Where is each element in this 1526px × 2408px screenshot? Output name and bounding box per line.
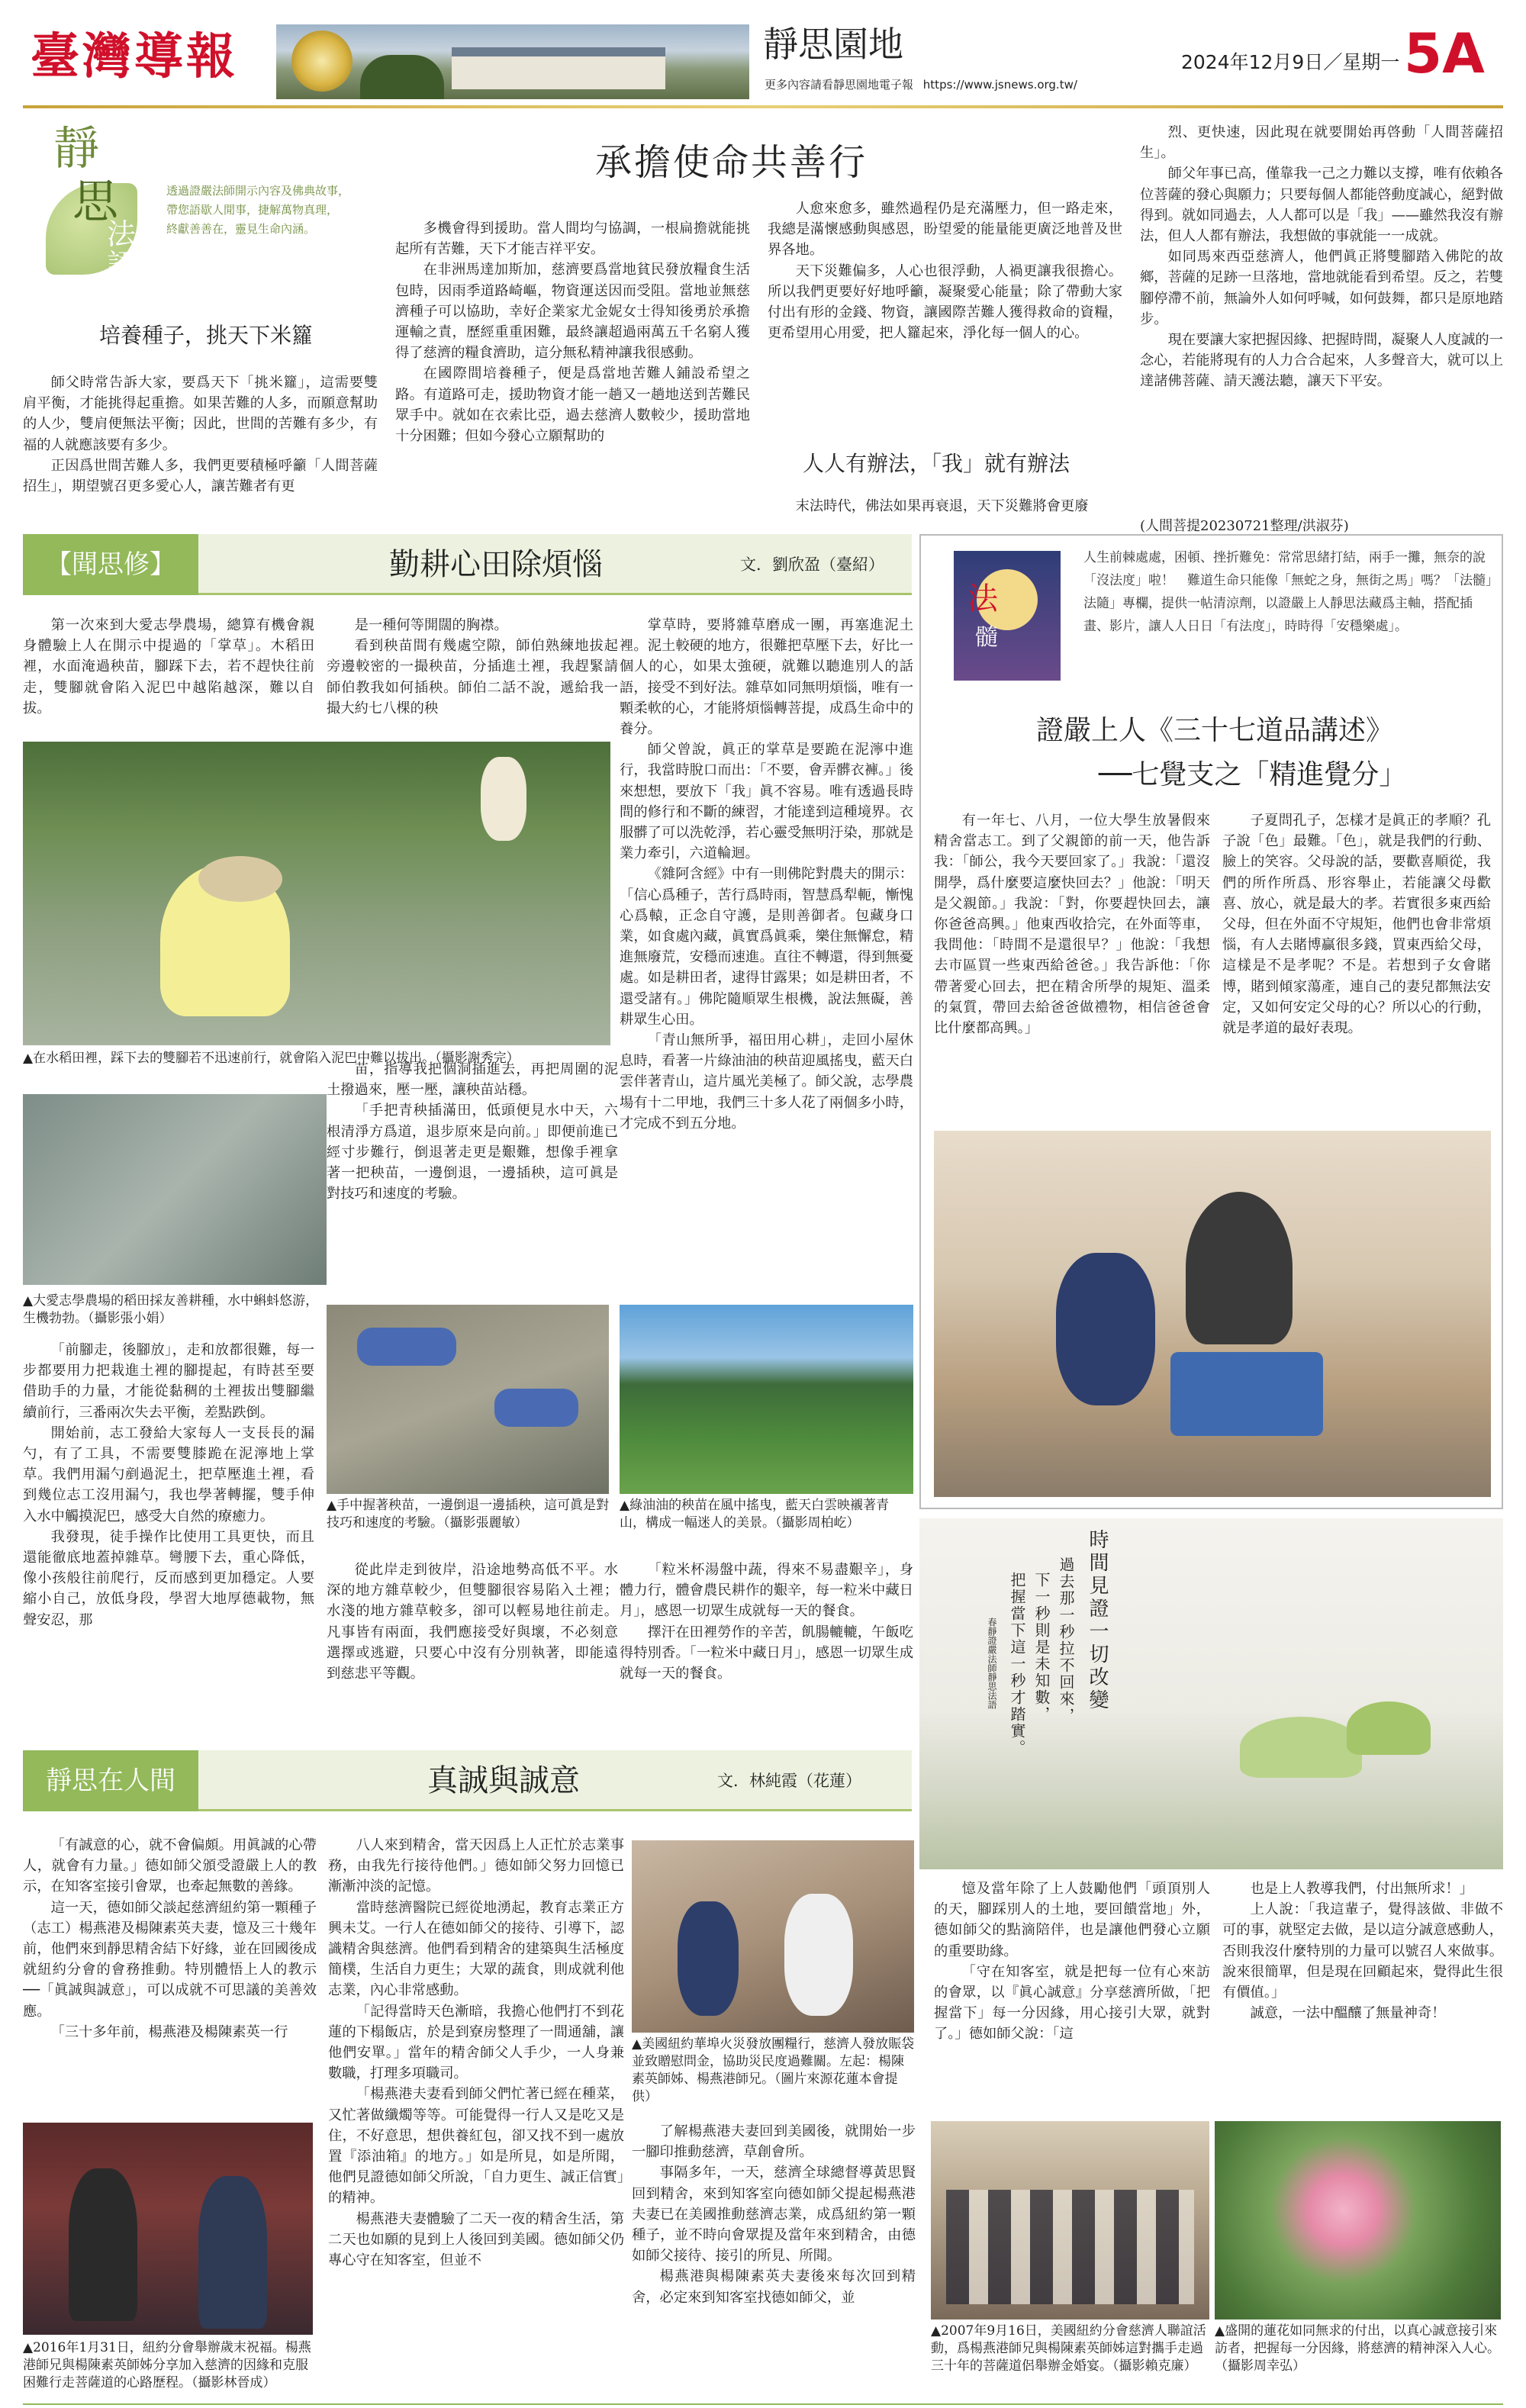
- fatan-title-1: 證嚴上人《三十七道品講述》: [1036, 715, 1394, 746]
- paragraph: 從此岸走到彼岸，沿途地勢高低不平。水深的地方雜草較少，但雙腳很容易陷入土裡；水淺的地方雜草較多，卻可以輕易地往前走。凡事皆有兩面，我們應接受好與壞，不必刻意選擇或逃避，只要心中沒有分別執著，即能遠到慈悲平等觀。: [327, 1562, 618, 1682]
- paragraph: 憶及當年除了上人鼓勵他們「頭頂別人的天，腳踩別人的土地，要回饋當地」外，德如師父的點滴陪伴，也是讓他們發心立願的重要助緣。: [934, 1881, 1210, 1959]
- foot-washing-photo: [934, 1131, 1491, 1497]
- person-shape: [1056, 1253, 1155, 1405]
- person-shape: [784, 1894, 853, 2016]
- paragraph: 師父時常告訴大家，要爲天下「挑米籮」，這需要雙肩平衡，才能挑得起重擔。如果苦難的人多，而願意幫助的人少，雙肩便無法平衡；因此，世間的苦難有多少，有福的人就應該要有多少。: [23, 375, 378, 453]
- paragraph: 「有誠意的心，就不會偏頗。用眞誠的心帶人，就會有力量。」德如師父頒受證嚴上人的教示，在知客室接引會眾，也牽起無數的善緣。: [23, 1837, 317, 1895]
- paragraph: 末法時代，佛法如果再衰退，天下災難將會更廢: [795, 498, 1089, 514]
- jingsi-col1: [23, 372, 378, 540]
- caption: ▲大愛志學農場的稻田採友善耕種，水中蝌蚪悠游，生機勃勃。（攝影張小娟）: [23, 1293, 319, 1326]
- logo-char-2: 思: [72, 175, 118, 229]
- paragraph: 多機會得到援助。當人間均勻協調，一根扁擔就能挑起所有苦難，天下才能吉祥平安。: [395, 221, 750, 258]
- paragraph: 看到秧苗間有幾處空隙，師伯熟練地拔起旁邊較密的一撮秧苗，分插進土裡，我趕緊請師伯教我如何插秧。師伯二話不說，遞給我一撮大約七八棵的秧: [327, 638, 618, 716]
- caption: ▲手中握著秧苗，一邊倒退一邊插秧，這可眞是對技巧和速度的考驗。（攝影張麗敏）: [327, 1498, 610, 1531]
- paragraph: 楊燕港夫妻體驗了二天一夜的精舍生活，第二天也如願的見到上人後回到美國。德如師父仍專心守在知客室，但並不: [328, 2210, 624, 2269]
- poem-line: 下一秒則是未知數，: [1032, 1572, 1051, 1723]
- jingsi-col3: [768, 198, 1122, 420]
- paragraph: 是一種何等開闊的胸襟。: [354, 617, 508, 633]
- person-shape: [678, 1901, 739, 2016]
- fatan-logo: [954, 551, 1061, 681]
- wensi-col2c: [327, 1560, 618, 1749]
- sprout-shape: [1347, 1701, 1431, 1755]
- paragraph: 八人來到精舍，當天因爲上人正忙於志業事務，由我先行接待他們。」德如師父努力回憶已漸漸沖淡的記憶。: [328, 1837, 624, 1895]
- paragraph: 師父年事已高，僅靠我一己之力難以支撐，唯有依賴各位菩薩的發心與願力；只要每個人都能啓動度誠心，絕對做得到。就如同過去，人人都可以是「我」——雖然我沒有辦法，但人人都有辦法，我想做的事就能一一成就。: [1140, 166, 1503, 245]
- intro-line: 終獻善善在，靈見生命內涵。: [166, 222, 316, 236]
- section-name: 靜思園地: [763, 24, 903, 65]
- wensi-bar: [23, 534, 912, 595]
- planting-hands-photo: [327, 1305, 609, 1494]
- cheng-col5: [1222, 1878, 1503, 2107]
- group-shape: [946, 2190, 1194, 2304]
- hand-shape: [357, 1328, 456, 1366]
- paragraph: 「三十多年前，楊燕港及楊陳素英一行: [50, 2023, 288, 2040]
- section-title: 真誠與誠意: [427, 1763, 580, 1798]
- poem-line: 把握當下這一秒才踏實。: [1008, 1572, 1026, 1756]
- paragraph: 正因爲世間苦難人多，我們更要積極呼籲「人間菩薩招生」，期望號召更多愛心人，讓苦難者有更: [23, 457, 378, 495]
- paragraph: 「前腳走，後腳放」，走和放都很難，每一步都要用力把栽進土裡的腳提起，有時甚至要借助手的力量，才能從黏稠的土裡拔出雙腳繼續前行，三番兩次失去平衡，差點跌倒。: [23, 1342, 314, 1421]
- paragraph: 上人說：「我這輩子，覺得該做、非做不可的事，就堅定去做，是以這分誠意感動人，否則我沒什麼特別的力量可以號召人來做事。說來很簡單，但是現在回顧起來，覺得此生很有價值。」: [1222, 1901, 1503, 2001]
- fatan-col2: [1222, 810, 1491, 1131]
- paragraph: 現在要讓大家把握因緣、把握時間，凝聚人人度誠的一念心，若能將現有的人力合合起來，人多聲音大，就可以上達諸佛菩薩、請天護法聽，讓天下平安。: [1140, 332, 1503, 390]
- page-number: 5A: [1404, 21, 1485, 85]
- paragraph: 我發現，徒手操作比使用工具更快，而且還能徹底地蓋掉雜草。彎腰下去，重心降低，像小孩般往前爬行，反而感到更加穩定。人要縮小自己，放低身段，學習大地厚德載物，無聲安忍，那: [23, 1528, 314, 1628]
- more-info: [765, 76, 1077, 93]
- caption: ▲綠油油的秧苗在風中搖曳，藍天白雲映襯著青山，構成一幅迷人的美景。（攝影周柏屹）: [620, 1498, 890, 1531]
- hat-shape: [198, 856, 282, 902]
- section-title: 勤耕心田除煩惱: [389, 547, 603, 582]
- paddy-water-photo: [23, 1094, 327, 1285]
- site-url[interactable]: https://www.jsnews.org.tw/: [922, 78, 1077, 92]
- renjian-bar: [23, 1750, 912, 1811]
- poem-title: 時間見證一切改變: [1086, 1529, 1109, 1712]
- jingsi-col3-after: [768, 496, 1122, 539]
- paragraph: 人愈來愈多，雖然過程仍是充滿壓力，但一路走來，我總是滿懷感動與感恩，盼望愛的能量能更廣泛地普及世界各地。: [768, 201, 1122, 259]
- fatan-title-2: ──七覺支之「精進覺分」: [1099, 759, 1407, 790]
- paragraph: 「記得當時天色漸暗，我擔心他們打不到花蓮的下榻飯店，於是到寮房整理了一間通舖，讓他們安單。」當年的精舍師父人手少，一人身兼數職，打理多項職司。: [328, 2003, 624, 2082]
- person-shape: [198, 2176, 267, 2329]
- section-author: 文．劉欣盈（臺紹）: [740, 555, 884, 574]
- logo-char: 法: [967, 581, 998, 616]
- tree-shape: [360, 55, 444, 99]
- masthead: 臺灣導報: [31, 28, 238, 85]
- sprout-shape: [1240, 1717, 1362, 1778]
- jingsi-credit: (人間菩提20230721整理/洪淑芬): [1140, 518, 1349, 534]
- logo-char-4: 語: [107, 248, 137, 282]
- lotus-photo: [1215, 2121, 1501, 2319]
- wensi-col3a: [620, 615, 913, 1340]
- paragraph: 了解楊燕港夫妻回到美國後，就開始一步一腳印推動慈濟，草創會所。: [632, 2123, 916, 2161]
- paragraph: 也是上人教導我們，付出無所求！」: [1250, 1881, 1474, 1897]
- issue-date: 2024年12月9日／星期一: [1181, 51, 1400, 73]
- article-title: 承擔使命共善行: [595, 141, 868, 184]
- speakers-photo: [23, 2123, 313, 2335]
- logo-char-3: 法: [107, 217, 137, 251]
- paragraph: 苗，指導我把個洞插進去，再把周圍的泥土撥過來，壓一壓，讓秧苗站穩。: [327, 1061, 618, 1099]
- wensi-col2a: [327, 615, 618, 726]
- section-author: 文．林純霞（花蓮）: [717, 1772, 861, 1790]
- paragraph: 擇汗在田裡勞作的辛苦，飢腸轆轆，午飯吃得特別香。「一粒米中藏日月」，感恩一切眾生成就每一天的餐食。: [620, 1624, 913, 1682]
- paragraph: 有一年七、八月，一位大學生放暑假來精舍當志工。到了父親節的前一天，他告訴我：「師公，我今天要回家了。」我說：「還沒開學，爲什麼要這麼快回去？」他說：「明天是父親節。」我說：「對，你要趕快回去，讓你爸爸高興。」他東西收拾完，在外面等車，我問他：「時間不是還很早？」他說：「我想去市區買一些東西給爸爸。」我告訴他：「你帶著愛心回去，把在精舍所學的規矩、溫柔的氣質，帶回去給爸爸做禮物，相信爸爸會比什麼都高興。」: [934, 813, 1210, 1037]
- header-rule: [23, 105, 1503, 108]
- wensi-col2b: [327, 1059, 618, 1296]
- poem-credit: 春靜證嚴法師靜思法語: [987, 1618, 997, 1709]
- cheng-col4: [934, 1878, 1210, 2107]
- sub-heading: 培養種子，挑天下米籮: [99, 323, 314, 348]
- paragraph: 誠意，一法中醞釀了無量神奇！: [1250, 2005, 1446, 2022]
- logo-char-1: 靜: [53, 122, 99, 175]
- section-tag: 【聞思修】: [23, 534, 198, 595]
- header: [0, 0, 1526, 111]
- paragraph: 天下災難偏多，人心也很浮動，人禍更讓我很擔心。所以我們更要好好地呼籲，凝聚愛心能量；除了帶動大家付出有形的金錢、物資，讓國際苦難人獲得救命的資糧，更希望用心用愛，把人籮起來，淨化每一個人的心。: [768, 262, 1122, 342]
- poem-line: 過去那一秒拉不回來，: [1057, 1557, 1075, 1724]
- paragraph: 「青山無所爭，福田用心耕」，走回小屋休息時，看著一片綠油油的秧苗迎風搖曳，藍天白雲伴著青山，這片風光美極了。師父說，志學農場有十二甲地，我們三十多人花了兩個多小時，才完成不到五分地。: [620, 1032, 913, 1132]
- jingsi-col2: [395, 218, 750, 539]
- relief-photo: [632, 1840, 914, 2033]
- wensi-col1b: [23, 1340, 314, 1748]
- paragraph: 《雜阿含經》中有一則佛陀對農夫的開示：「信心爲種子，苦行爲時雨，智慧爲犁軛，慚愧心爲轅，正念自守護，是則善御者。包藏身口業，如食處內藏，眞實爲眞乘，樂住無懈怠，精進無廢荒，安穩而速進。直往不轉還，得到無憂處。如是耕田者，逮得甘露果；如是耕田者，不還受諸有。」佛陀隨順眾生根機，說法無礙，善耕眾生心田。: [620, 866, 913, 1028]
- paragraph: 楊燕港與楊陳素英夫妻後來每次回到精舍，必定來到知客室找德如師父，並: [632, 2268, 916, 2306]
- sub-heading-2: 人人有辦法，「我」就有辦法: [803, 451, 1070, 476]
- caption: ▲盛開的蓮花如同無求的付出，以真心誠意接引來訪者，把握每一分因緣，將慈濟的精神深入人心。（攝影周幸弘）: [1215, 2323, 1500, 2374]
- intro-line: 透過證嚴法師開示內容及佛典故事，: [166, 184, 350, 198]
- hand-shape: [494, 1389, 578, 1427]
- cheng-col1: [23, 1835, 317, 2117]
- rice-field-photo-1: [23, 742, 610, 1045]
- wensi-col3c: [620, 1560, 913, 1712]
- paragraph: 當時慈濟醫院已經從地湧起，教育志業正方興未艾。一行人在德如師父的接待、引導下，認識精舍與慈濟。他們看到精舍的建築與生活極度簡樸，生活自力更生；大眾的蔬食，則成就利他志業，內心非常感動。: [328, 1899, 624, 1999]
- paragraph: 子夏問孔子，怎樣才是眞正的孝順？孔子說「色」最難。「色」，就是我們的行動、臉上的笑容。父母說的話，要歡喜順從，我們的所作所爲、形容舉止，若能讓父母歡喜、放心，就是最大的孝。若實很多東西給父母，但在外面不守規矩，他們也會非常煩惱，有人去賭博贏很多錢，買東西給父母，這樣是不是孝呢？不是。若想到子女會賭博，賭到傾家蕩產，連自己的妻兒都無法安定，又如何安定父母的心？所以心的行動，就是孝道的最好表現。: [1222, 813, 1491, 1037]
- farmer-shape-2: [481, 757, 526, 841]
- paragraph: 開始前，志工發給大家每人一支長長的漏勺，有了工具，不需要雙膝跪在泥濘地上掌草。我們用漏勺剷過泥土，把草壓進土裡，看到幾位志工沒用漏勺，我也學著轉擺，雙手伸入水中觸摸泥巴，感受大自然的療癒力。: [23, 1425, 314, 1524]
- intro-line: 帶您語歇人閒事，捷解萬物真理，: [166, 203, 339, 217]
- person-shape: [1186, 1192, 1293, 1344]
- logo-char: 髓: [975, 624, 998, 651]
- caption: ▲2016年1月31日，紐約分會舉辦歲末祝福。楊燕港師兄與楊陳素英師姊分享加入慈濟的因緣和克服困難行走菩薩道的心路歷程。（攝影林晉成）: [23, 2340, 311, 2390]
- jingsi-intro: [166, 182, 365, 239]
- anniversary-photo: [931, 2121, 1209, 2319]
- paragraph: 烈、更快速，因此現在就要開始再啓動「人間菩薩招生」。: [1140, 124, 1503, 162]
- more-info-text: 更多內容請看靜思園地電子報: [765, 78, 914, 92]
- wensi-col1a: [23, 615, 314, 716]
- paragraph: 如同馬來西亞慈濟人，他們眞正將雙腳踏入佛陀的故鄉，菩薩的足跡一旦落地，當地就能看到希望。反之，若雙腳停滯不前，無論外人如何呼喊，如何鼓舞，都只是原地踏步。: [1140, 249, 1503, 327]
- jingsi-logo: [31, 122, 145, 290]
- paragraph: 事隔多年，一天，慈濟全球總督導黃思賢回到精舍，來到知客室向德如師父提起楊燕港夫妻已在美國推動慈濟志業，成爲紐約第一顆種子，並不時向會眾提及當年來到精舍，由德如師父接待、接引的所見、所聞。: [632, 2165, 916, 2265]
- paragraph: 「手把青秧插滿田，低頭便見水中天，六根清淨方爲道，退步原來是向前。」即便前進已經寸步難行，倒退著走更是艱難，想像手裡拿著一把秧苗，一邊倒退，一邊插秧，這可眞是對技巧和速度的考驗。: [327, 1103, 618, 1202]
- jingsi-col4: [1140, 122, 1503, 488]
- paragraph: 「守在知客室，就是把每一位有心來訪的會眾，以『眞心誠意』分享慈濟所做，「把握當下」每一分因緣，用心接引大眾，就對了。」德如師父說：「這: [934, 1963, 1210, 2043]
- paragraph: 師父曾說，眞正的掌草是要跪在泥濘中進行，我當時脫口而出：「不要，會弄髒衣褲。」後來想想，要放下「我」眞不容易。唯有透過長時間的修行和不斷的練習，才能達到這種境界。衣服髒了可以洗乾淨，若心靈受無明汙染，那就是業力牽引，六道輪迴。: [620, 742, 913, 862]
- building-shape: [452, 47, 665, 89]
- section-tag: 靜思在人間: [23, 1750, 198, 1811]
- paragraph: 「粒米杯湯盤中蔬，得來不易盡艱辛」，身體力行，體會農民耕作的艱辛，每一粒米中藏日月」，感恩一切眾生成就每一天的餐食。: [620, 1562, 913, 1620]
- paragraph: 第一次來到大愛志學農場，總算有機會親身體驗上人在開示中提過的「掌草」。木稻田裡，水面淹過秧苗，腳踩下去，若不趕快往前走，雙腳就會陷入泥巴中越陷越深，難以自拔。: [23, 617, 314, 716]
- fatan-col1: [934, 810, 1210, 1131]
- caption: ▲美國紐約華埠火災發放團糧行，慈濟人發放賑袋並致贈慰問金，協助災民度過難關。左起：楊陳素英師姊、楊燕港師兄。（圖片來源花蓮本會提供）: [632, 2036, 915, 2104]
- caption: ▲2007年9月16日，美國紐約分會慈濟人聯誼活動，爲楊燕港師兄與楊陳素英師姊這對攜手走過三十年的菩薩道侶舉辦金婚宴。（攝影賴克廉）: [931, 2323, 1206, 2374]
- cheng-col2: [328, 1835, 624, 2392]
- caption: ▲在水稻田裡，踩下去的雙腳若不迅速前行，就會陷入泥巴中難以拔出。（攝影謝秀完）: [23, 1051, 520, 1066]
- fatan-quote: 人生前棘處處，困頓、挫折難免：常常思緒打結，兩手一攤，無奈的說「沒法度」啦！ 難道生命只能像「無蛇之身，無街之馬」嗎？「法髓」法隨」專欄，提供一帖清涼劑，以證嚴上人靜思法藏爲主軸，搭配插畫、影片，讓人人日日「有法度」，時時得「安穩樂處」。: [1083, 550, 1492, 634]
- paragraph: 這一天，德如師父談起慈濟紐約第一顆種子（志工）楊燕港及楊陳素英夫妻，憶及三十幾年前，他們來到靜思精舍結下好緣，並在回國後成就紐約分會的會務推動。特別體悟上人的教示──「眞誠與誠意」，可以成就不可思議的美善效應。: [23, 1899, 317, 2020]
- paragraph: 在國際間培養種子，便是爲當地苦難人鋪設希望之路。有道路可走，援助物資才能一趟又一趟地送到苦難民眾手中。就如在衣索比亞，過去慈濟人數較少，援助當地十分困難；但如今發心立願幫助的: [395, 365, 750, 445]
- tzuchi-logo-icon: [291, 31, 353, 92]
- person-shape: [69, 2168, 137, 2321]
- footer-rule: [23, 2403, 1503, 2405]
- header-photo: [276, 24, 749, 99]
- paragraph: 掌草時，要將雜草磨成一團，再塞進泥土裡。泥土較硬的地方，很難把草壓下去，好比一個人的心，如果太強硬，就難以聽進別人的話語，接受不到好法。雜草如同無明煩惱，唯有一顆柔軟的心，才能將煩惱轉菩提，成爲生命中的養分。: [620, 617, 913, 738]
- paragraph: 「楊燕港夫妻看到師父們忙著已經在種菜，又忙著做纖燭等等。可能覺得一行人又是吃又是住，不好意思，想供養紅包，卻又找不到一處放置『添油箱』的地方。」如是所見，如是所聞，他們見證德如師父所說，「自力更生、誠正信實」的精神。: [328, 2086, 624, 2207]
- cheng-col3: [632, 2121, 916, 2403]
- basin-shape: [1170, 1352, 1323, 1436]
- paragraph: 在非洲馬達加斯加，慈濟要爲當地貧民發放糧食生活包時，因雨季道路崎嶇，物資運送因而受阻。當地並無慈濟種子可以協助，幸好企業家尤金妮女士得知後勇於承擔運輸之責，歷經重重困難，最終讓超過兩萬五千名窮人獲得了慈濟的糧食濟助，這分無私精神讓我很感動。: [395, 262, 750, 362]
- green-field-photo: [620, 1305, 913, 1494]
